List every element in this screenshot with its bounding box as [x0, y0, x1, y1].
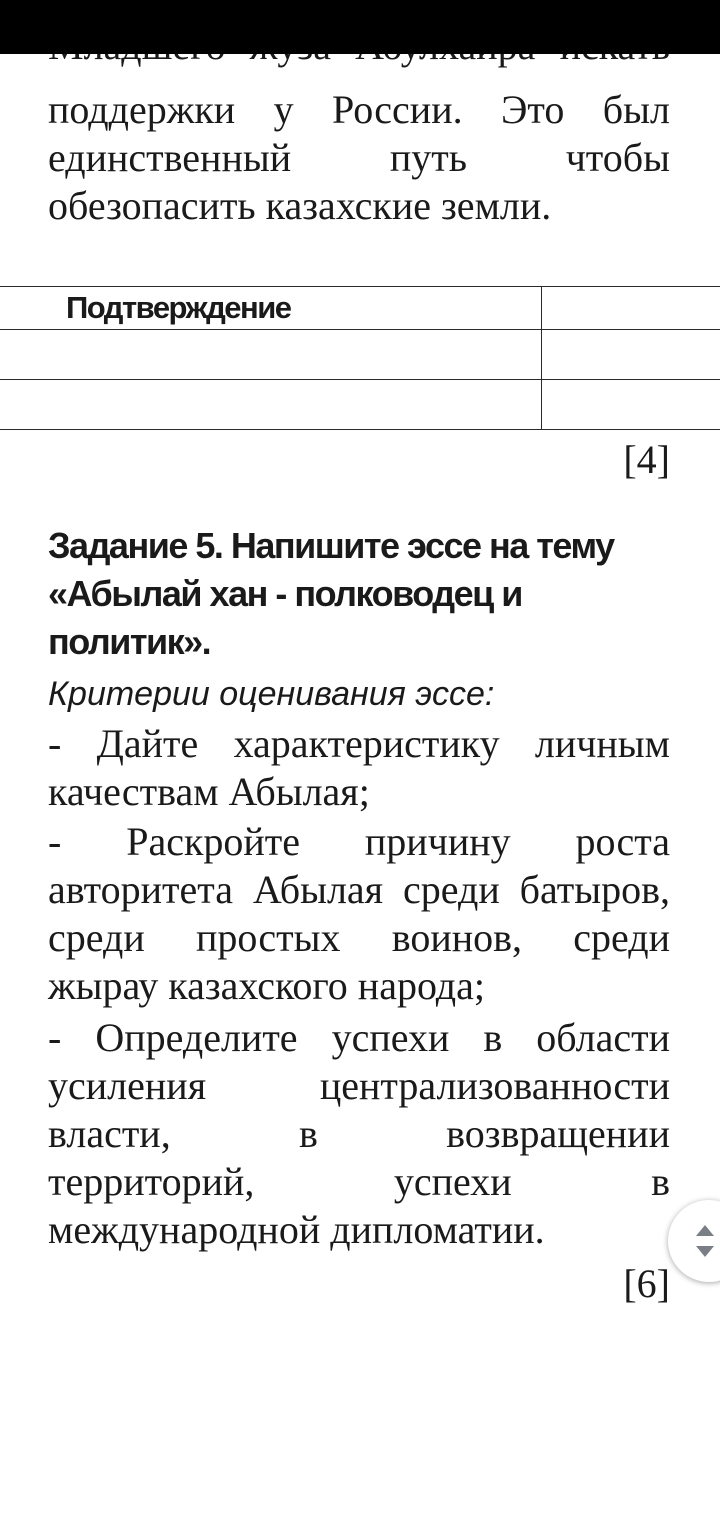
- criterion-item: [48, 1014, 670, 1254]
- table-header-cell: [542, 287, 720, 330]
- score-marker: [4]: [623, 437, 670, 482]
- criterion-item: [48, 720, 670, 816]
- criterion-line: международной дипломатии.: [48, 1207, 545, 1252]
- scroll-button[interactable]: [668, 1200, 720, 1282]
- task-title-line: политик».: [48, 621, 211, 662]
- table-cell: [0, 380, 542, 430]
- table-header-label: Подтверждение: [66, 290, 291, 325]
- criterion-item: [48, 818, 670, 1010]
- task-title-line: «Абылай хан - полководец и: [48, 573, 522, 614]
- score-marker: [6]: [623, 1261, 670, 1306]
- top-status-bar: [0, 0, 720, 54]
- table-header-row: [0, 287, 720, 330]
- criterion-line: среди простых воинов, среди: [48, 915, 670, 960]
- criterion-line: качествам Абылая;: [48, 769, 370, 814]
- table-cell: [0, 330, 542, 380]
- paragraph-line: поддержки у России. Это был: [48, 87, 670, 132]
- criterion-line: власти, в возвращении: [48, 1111, 670, 1156]
- criterion-line: - Дайте характеристику личным: [48, 721, 670, 766]
- paragraph-line: единственный путь чтобы: [48, 135, 670, 180]
- criterion-line: авторитета Абылая среди батыров,: [48, 867, 670, 912]
- criterion-line: - Определите успехи в области: [48, 1015, 670, 1060]
- criterion-line: территорий, успехи в: [48, 1159, 670, 1204]
- table-header-cell: [0, 287, 542, 330]
- table-row: [0, 330, 720, 380]
- criterion-line: жырау казахского народа;: [48, 963, 486, 1008]
- task-title: [48, 522, 688, 666]
- up-down-arrows-icon: [694, 1223, 716, 1259]
- table-cell: [542, 330, 720, 380]
- task-title-line: Задание 5. Напишите эссе на тему: [48, 525, 614, 566]
- table-cell: [542, 380, 720, 430]
- intro-paragraph: [48, 86, 670, 230]
- confirmation-table: [0, 286, 720, 430]
- criterion-line: усиления централизованности: [48, 1063, 670, 1108]
- table-row: [0, 380, 720, 430]
- criteria-heading: Критерии оценивания эссе:: [48, 675, 495, 713]
- paragraph-line: обезопасить казахские земли.: [48, 183, 552, 228]
- criterion-line: - Раскройте причину роста: [48, 819, 670, 864]
